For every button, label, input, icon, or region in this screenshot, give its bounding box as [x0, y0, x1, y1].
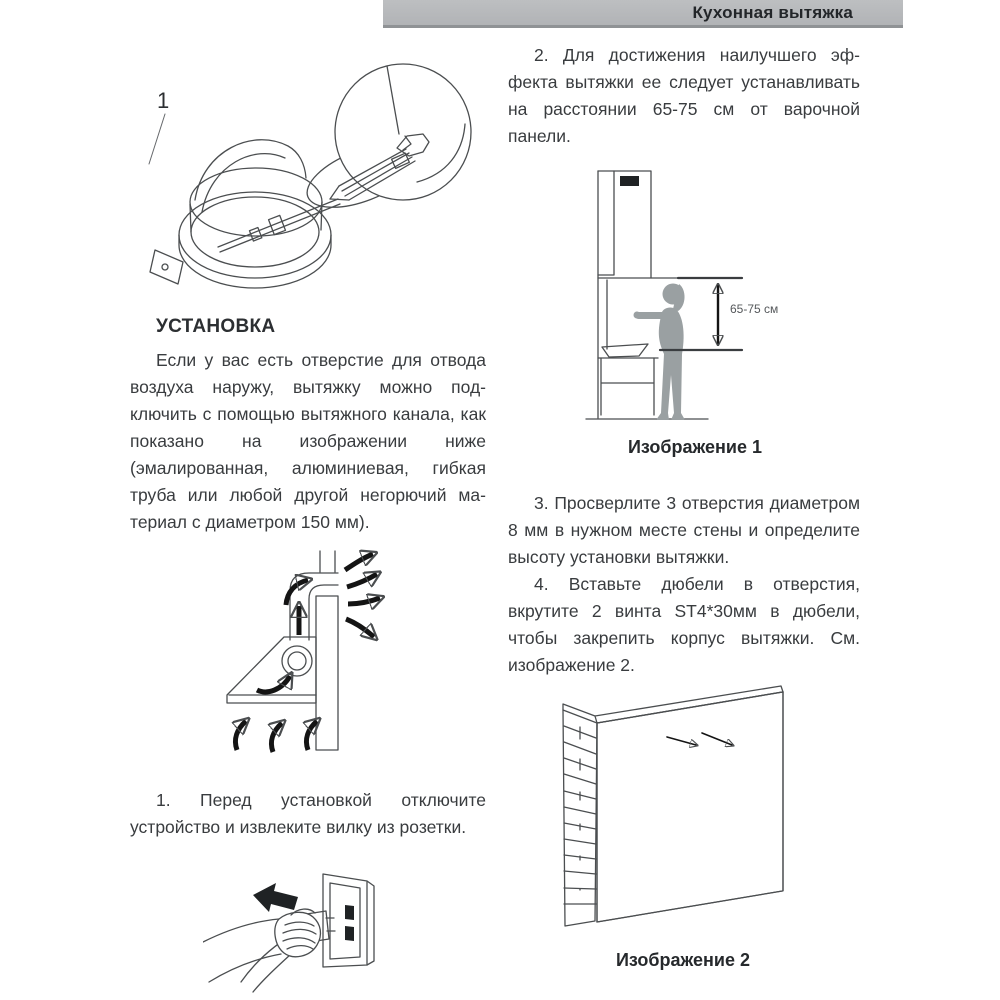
section-title: УСТАНОВКА — [156, 316, 276, 337]
part-number-label: 1 — [157, 88, 170, 113]
step3-paragraph: 3. Просверлите 3 отверстия диаметром 8 мм в нужном месте стены и определите высоту установки вытяжки. — [508, 493, 860, 567]
hood-airflow-diagram — [183, 543, 438, 768]
page-title: Кухонная вытяжка — [692, 2, 853, 22]
page-header-bar — [383, 0, 903, 28]
hood-control-panel — [620, 176, 639, 186]
installation-section — [130, 316, 486, 338]
brick-face — [597, 692, 783, 922]
screw-marks — [667, 733, 732, 745]
cooktop — [586, 344, 708, 419]
person-silhouette — [634, 284, 686, 421]
step4-paragraph: 4. Вставьте дюбели в отверстия, вкрутите 2 винта ST4*30мм в дюбели, чтобы закрепить корпус вытяжки. См. изображение 2. — [508, 574, 860, 675]
hatched-wall — [316, 596, 338, 750]
step1-paragraph: 1. Перед установкой отключите устройство и извлеките вилку из розетки. — [130, 790, 486, 837]
airflow-arrows — [235, 554, 380, 752]
intro-paragraph: Если у вас есть отверстие для отвода воздуха наружу, вытяжку можно подключить с помощью вытяжного канала, как показано на изображении ниже (эмалированная, алюминиевая, гибкая труба или любой другой негорючий материал с диаметром 150 мм). — [130, 350, 486, 532]
dimension-label: 65-75 см — [730, 302, 779, 316]
pull-direction-arrow-icon — [253, 883, 298, 912]
magnifier-callout-circle — [335, 64, 471, 200]
wall-socket — [323, 874, 374, 967]
fan-outlet — [282, 646, 312, 676]
hand — [203, 909, 320, 982]
brick-wall-drawing — [548, 683, 798, 943]
wall-corner-face — [563, 710, 597, 926]
figure2-caption: Изображение 2 — [615, 950, 751, 970]
duct-valve-drawing — [125, 52, 490, 302]
step2-paragraph: 2. Для достижения наилучшего эффекта вытяжки ее следует устанавливать на расстоянии 65-75 см от варочной панели. — [508, 45, 860, 146]
installation-height-diagram — [578, 163, 878, 428]
wall-top-cap — [595, 686, 783, 723]
unplug-drawing — [203, 868, 453, 998]
figure1-caption: Изображение 1 — [627, 437, 763, 457]
